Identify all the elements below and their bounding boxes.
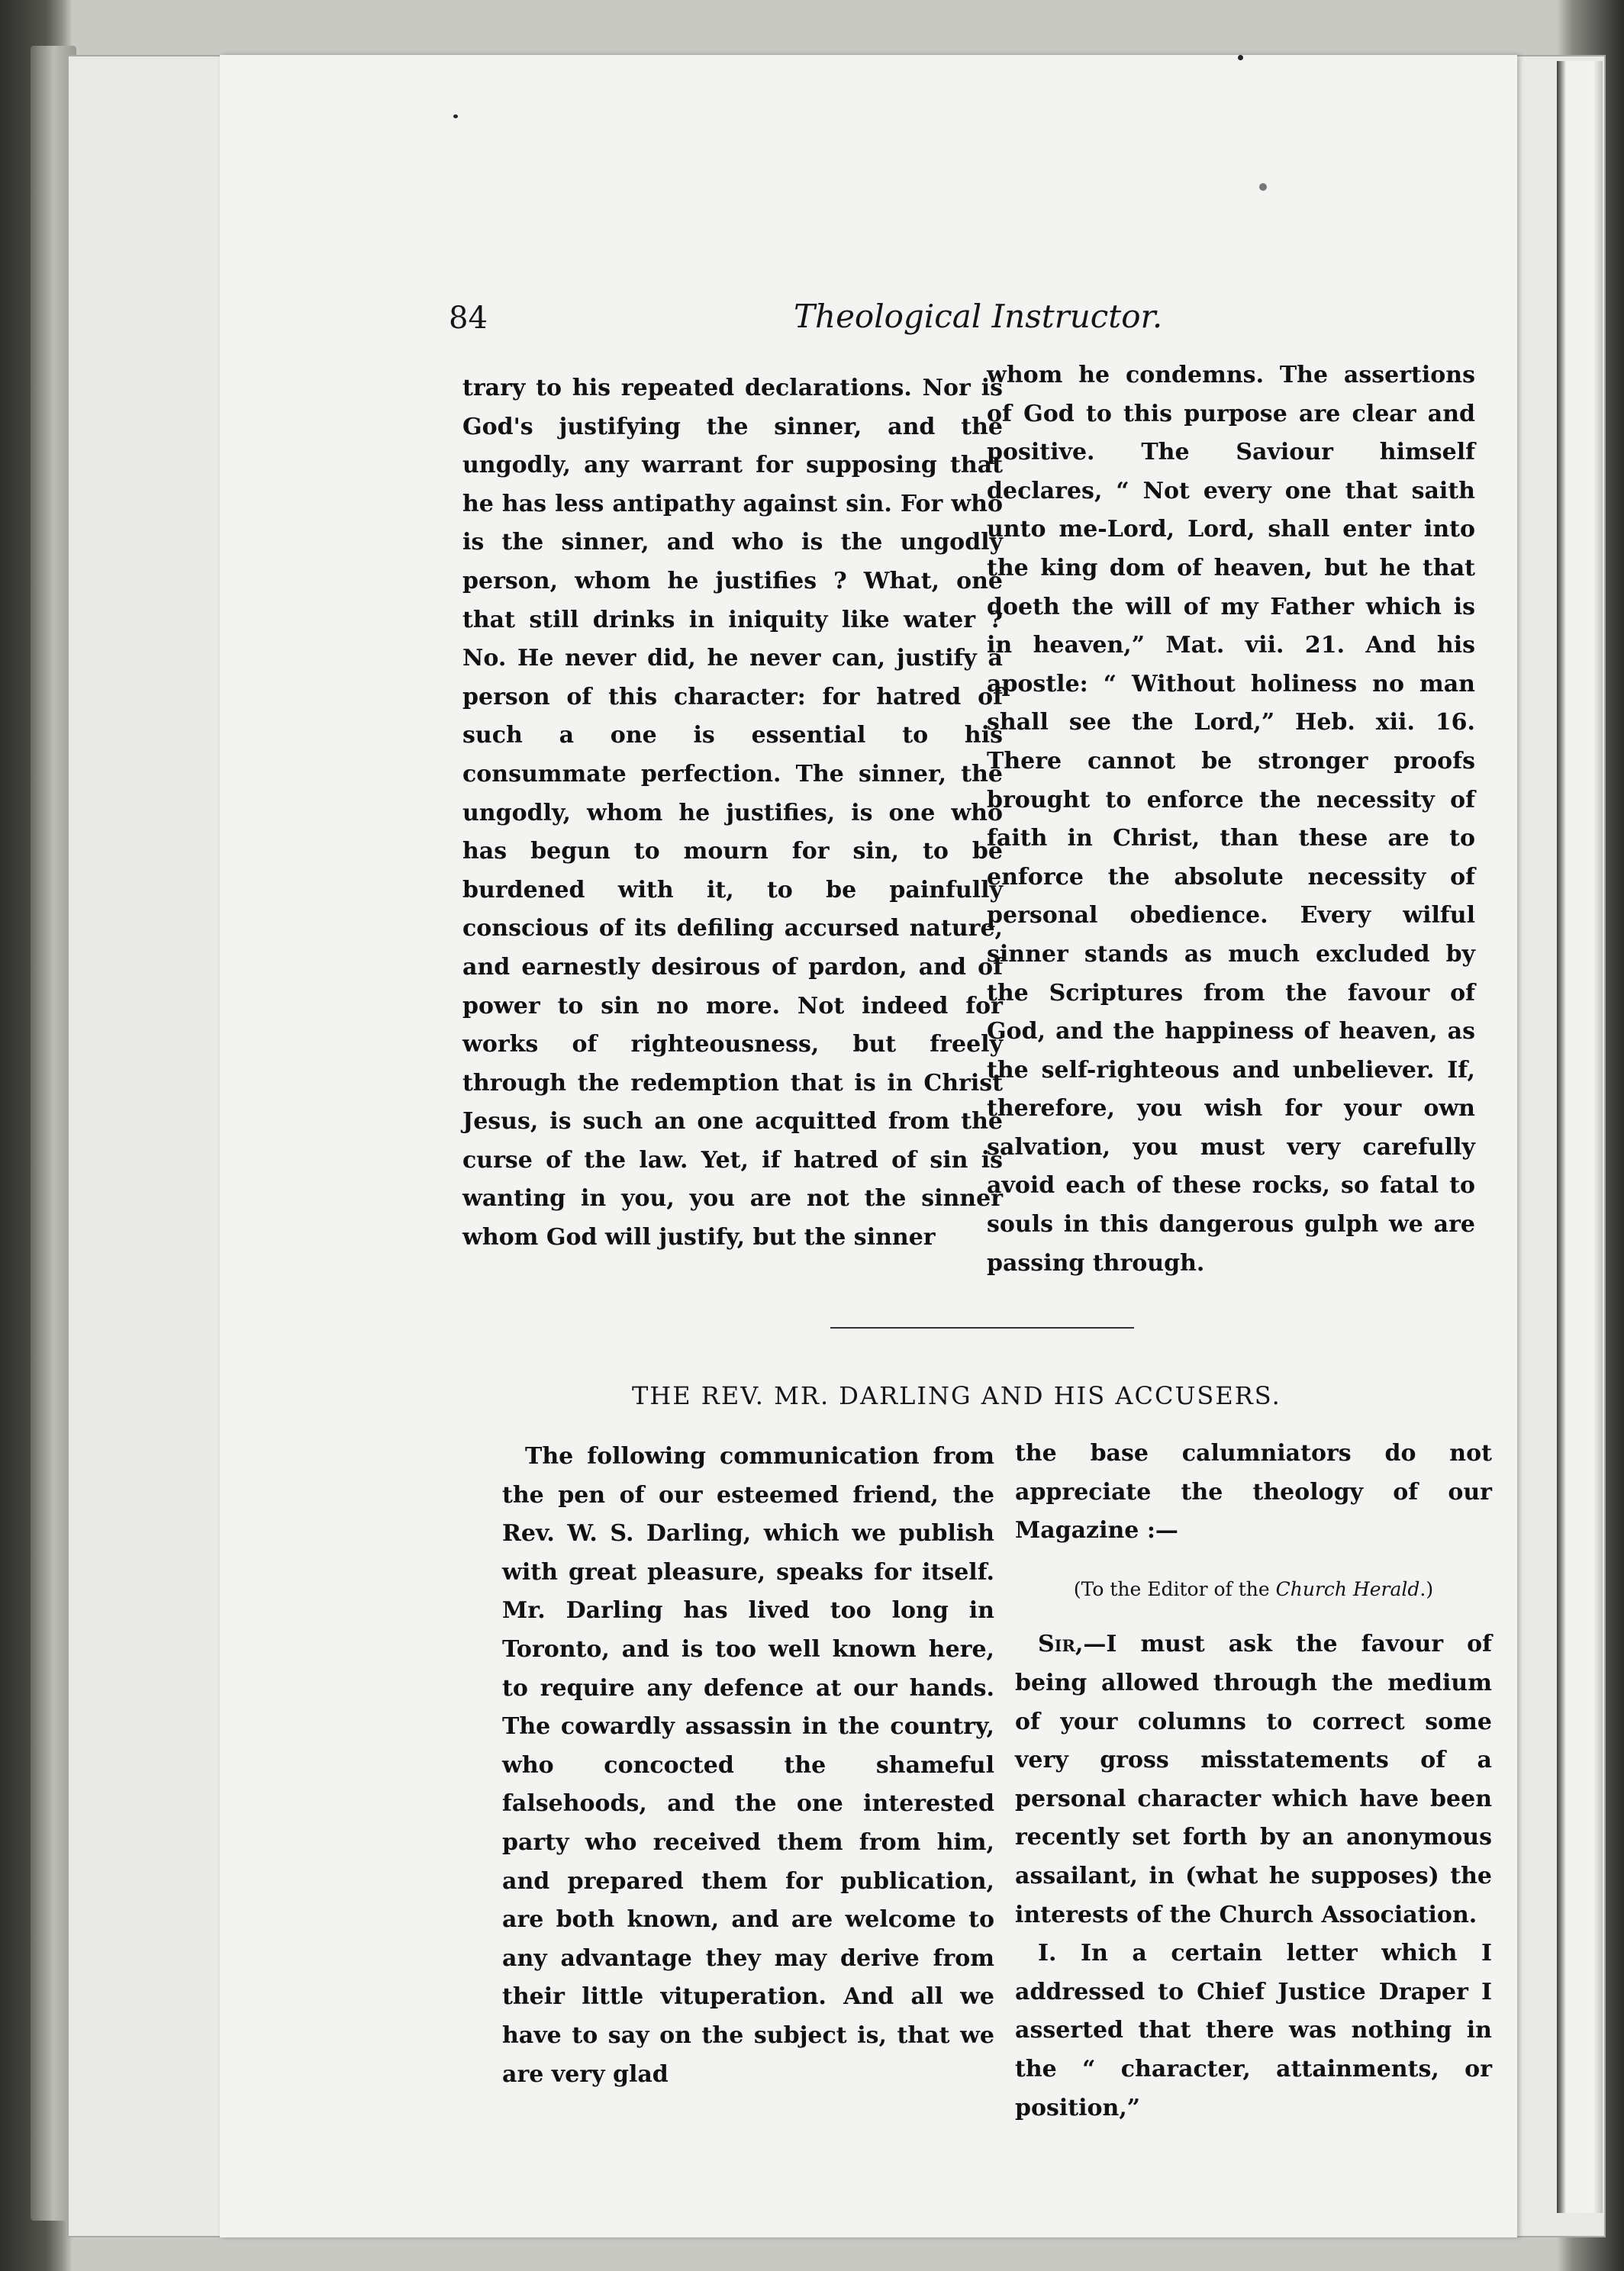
letter-paragraph-1 xyxy=(1015,1625,1492,1934)
printed-leaf xyxy=(220,55,1517,2237)
editor-note-paper: Church Herald xyxy=(1275,1577,1420,1600)
next-page-edge xyxy=(1557,61,1603,2213)
dust-speck xyxy=(453,114,458,118)
running-head xyxy=(220,298,1517,343)
editor-note-prefix: (To the Editor of the xyxy=(1073,1577,1276,1600)
page-number: 84 xyxy=(449,301,488,336)
article1-column-right xyxy=(987,356,1475,1283)
editor-note-suffix: .) xyxy=(1419,1577,1434,1600)
article2-column-left xyxy=(502,1438,994,2094)
journal-title: Theological Instructor. xyxy=(794,298,1163,335)
dust-speck xyxy=(1259,183,1267,191)
article1-right-paragraph: whom he condemns. The assertions of God to this purpose are clear and positive. The Saviour himself declares, “ Not every one that saith unto me-Lord, Lord, shall enter into the king dom of heaven, but he that doeth the will of my Father which is in heaven,” Mat. vii. 21. And his apostle: “ Without holiness no man shall see the Lord,” Heb. xii. 16. There cannot be stronger proofs brought to enforce the necessity of faith in Christ, than these are to enforce the absolute necessity of personal obedience. Every wilful sinner stands as much excluded by the Scriptures from the favour of God, and the happiness of heaven, as the self-righteous and unbeliever. If, therefore, you wish for your own salvation, you must very carefully avoid each of these rocks, so fatal to souls in this dangerous gulph we are passing through. xyxy=(987,362,1475,1277)
page-backing xyxy=(67,55,1606,2237)
dust-speck xyxy=(1238,55,1243,60)
letter-paragraph-1-text: —I must ask the favour of being allowed through the medium of your columns to correct some very gross misstatements of a personal character which have been recently set forth by an anonymous assailant, in (what he supposes) the interests of the Church Association. xyxy=(1015,1631,1492,1928)
article2-intro-paragraph: The following communication from the pen of our esteemed friend, the Rev. W. S. Darling, which we publish with great pleasure, speaks for itself. Mr. Darling has lived too long in Toronto, and is too well known here, to require any defence at our hands. The cowardly assassin in the country, who concocted the shameful falsehoods, and the one interested party who received them from him, and prepared them for publication, are both known, and are welcome to any advantage they may derive from their little vituperation. And all we have to say on the subject is, that we are very glad xyxy=(502,1443,994,2088)
article2-intro-continued: the base calumniators do not appreciate the theology of our Magazine :— xyxy=(1015,1440,1492,1545)
letter-salutation: Sir, xyxy=(1038,1631,1084,1658)
letter-paragraph-2: I. In a certain letter which I addressed to Chief Justice Draper I asserted that there was nothing in the “ character, attainments, or position,” xyxy=(1015,1940,1492,2121)
article-title: THE REV. MR. DARLING AND HIS ACCUSERS. xyxy=(632,1381,1281,1410)
article1-left-paragraph: trary to his repeated declarations. Nor is God's justifying the sinner, and the ungodly, any warrant for supposing that he has less antipathy against sin. For who is the sinner, and who is the ungodly person, whom he justifies ? What, one that still drinks in iniquity like water ? No. He never did, he never can, justify a person of this character: for hatred of such a one is essential to his consummate perfection. The sinner, the ungodly, whom he justifies, is one who has begun to mourn for sin, to be burdened with it, to be painfully conscious of its defiling accursed nature, and earnestly desirous of pardon, and of power to sin no more. Not indeed for works of righteousness, but freely through the redemption that is in Christ Jesus, is such an one acquitted from the curse of the law. Yet, if hatred of sin is wanting in you, you are not the sinner whom God will justify, but the sinner xyxy=(462,375,1003,1251)
editor-note xyxy=(1015,1570,1492,1609)
section-divider xyxy=(830,1327,1134,1329)
article1-column-left xyxy=(462,369,1003,1258)
article2-column-right xyxy=(1015,1435,1492,2128)
